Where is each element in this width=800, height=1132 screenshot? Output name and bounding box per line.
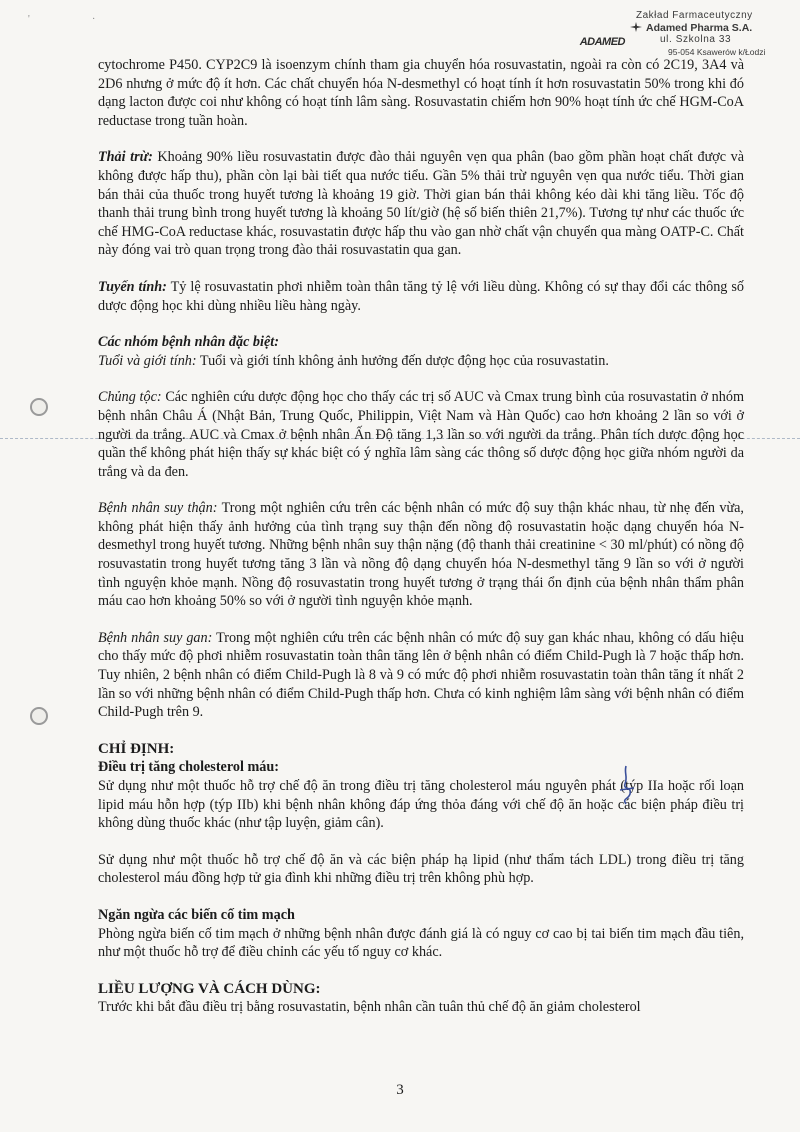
elimination-paragraph <box>98 148 744 260</box>
brand-logo-text: ADAMED <box>579 36 625 48</box>
indications-heading: CHỈ ĐỊNH: <box>98 740 175 757</box>
adamed-logo-icon <box>630 22 642 32</box>
race-paragraph <box>98 388 744 481</box>
linearity-text: Tỷ lệ rosuvastatin phơi nhiễm toàn thân tăng tỷ lệ với liều dùng. Không có sự thay đổi các thông số dược động học khi dùng nhiều liều hàng ngày. <box>98 278 744 314</box>
elimination-label: Thải trừ: <box>98 149 153 166</box>
hepatic-paragraph <box>98 629 744 722</box>
scan-mark: ' <box>28 14 30 25</box>
punch-hole <box>30 398 48 416</box>
special-populations-heading: Các nhóm bệnh nhân đặc biệt: <box>98 334 279 351</box>
stamp-line-3: ul. Szkolna 33 <box>660 34 732 45</box>
page-number: 3 <box>396 1082 404 1098</box>
renal-label: Bệnh nhân suy thận: <box>98 500 218 517</box>
renal-text: Trong một nghiên cứu trên các bệnh nhân có mức độ suy thận khác nhau, từ nhẹ đến vừa, không phát hiện thấy ảnh hưởng của tình trạng suy thận đến nồng độ rosuvastatin hoặc dạng chuyển hóa N-desmethyl trong huyết tương. Những bệnh nhân suy thận nặng (độ thanh thải creatinine < 30 ml/phút) có nồng độ rosuvastatin trong huyết tương tăng 3 lần và nồng độ dạng chuyển hóa N-desmethyl tăng 9 lần so với ở người tình nguyện khỏe mạnh. Nồng độ rosuvastatin trong huyết tương ở trạng thái ổn định của bệnh nhân thẩm phân máu cao hơn khoảng 50% so với ở người tình nguyện khỏe mạnh. <box>98 500 744 610</box>
age-text: Tuổi và giới tính không ảnh hưởng đến dược động học của rosuvastatin. <box>196 352 609 369</box>
race-label: Chủng tộc: <box>98 389 162 406</box>
hepatic-text: Trong một nghiên cứu trên các bệnh nhân có mức độ suy gan khác nhau, không có dấu hiệu cho thấy mức độ phơi nhiễm rosuvastatin toàn thân tăng lên ở bệnh nhân có điểm Child-Pugh là 7 hoặc thấp hơn. Tuy nhiên, 2 bệnh nhân có điểm Child-Pugh là 8 và 9 có mức độ phơi nhiễm rosuvastatin toàn thân tăng ít nhất 2 lần so với những bệnh nhân có điểm Child-Pugh thấp hơn. Chưa có kinh nghiệm lâm sàng với bệnh nhân có điểm Child-Pugh trên 9. <box>98 629 744 721</box>
renal-paragraph <box>98 499 744 611</box>
age-label: Tuổi và giới tính: <box>98 352 197 369</box>
linearity-paragraph <box>98 278 744 315</box>
linearity-label: Tuyến tính: <box>98 278 167 295</box>
document-body <box>98 56 744 1017</box>
stamp-company-name: Adamed Pharma S.A. <box>646 22 753 34</box>
hepatic-label: Bệnh nhân suy gan: <box>98 629 213 646</box>
dosage-heading: LIỀU LƯỢNG VÀ CÁCH DÙNG: <box>98 980 321 997</box>
age-paragraph <box>98 352 744 371</box>
punch-hole <box>30 707 48 725</box>
elimination-text: Khoảng 90% liều rosuvastatin được đào thải nguyên vẹn qua phân (bao gồm phần hoạt chất được và không được hấp thu), phần còn lại bài tiết qua nước tiểu. Gần 5% thải trừ nguyên vẹn qua nước tiểu. Thời gian bán thải của thuốc trong huyết tương là khoảng 19 giờ. Thời gian bán thải không kéo dài khi tăng liều. Tốc độ thanh thải trung bình trong huyết tương là khoảng 50 lít/giờ (hệ số biến thiên 21,7%). Tương tự như các thuốc ức chế HMG-CoA reductase khác, rosuvastatin được hấp thu vào gan nhờ chất vận chuyển qua màng OATP-C. Chất này đóng vai trò quan trọng trong đào thải rosuvastatin qua gan. <box>98 149 744 259</box>
indication-paragraph-1: Sử dụng như một thuốc hỗ trợ chế độ ăn trong điều trị tăng cholesterol máu nguyên phát (týp IIa hoặc rối loạn lipid máu hỗn hợp (týp IIb) khi bệnh nhân không đáp ứng thỏa đáng với chế độ ăn hoặc các biện pháp điều trị không dùng thuốc khác (như tập luyện, giảm cân). <box>98 778 744 832</box>
cardiovascular-subheading: Ngăn ngừa các biến cố tim mạch <box>98 906 295 923</box>
intro-paragraph: cytochrome P450. CYP2C9 là isoenzym chính tham gia chuyển hóa rosuvastatin, ngoài ra còn có 2C19, 3A4 và 2D6 nhưng ở mức độ ít hơn. Các chất chuyển hóa N-desmethyl có hoạt tính ít hơn rosuvastatin 50% trong khi đó dạng lacton được coi như không có hoạt tính lâm sàng. Rosuvastatin chiếm hơn 90% hoạt tính ức chế HGM-CoA reductase trong tuần hoàn. <box>98 57 744 129</box>
indication-paragraph-3: Phòng ngừa biến cố tim mạch ở những bệnh nhân được đánh giá là có nguy cơ cao bị tai biến tim mạch đầu tiên, như một thuốc hỗ trợ để điều chỉnh các yếu tố nguy cơ khác. <box>98 925 744 961</box>
scan-mark: · <box>92 14 96 25</box>
stamp-line-4: 95-054 Ksawerów k/Łodzi <box>668 47 766 57</box>
dosage-paragraph-1: Trước khi bắt đầu điều trị bằng rosuvastatin, bệnh nhân cần tuân thủ chế độ ăn giảm cholesterol <box>98 999 641 1016</box>
indication-paragraph-2: Sử dụng như một thuốc hỗ trợ chế độ ăn và các biện pháp hạ lipid (như thẩm tách LDL) trong điều trị tăng cholesterol máu đồng hợp tử gia đình khi những điều trị trên không phù hợp. <box>98 851 744 887</box>
stamp-line-1: Zakład Farmaceutyczny <box>636 10 753 21</box>
initials-signature <box>614 764 642 808</box>
stamp-line-2 <box>630 22 760 34</box>
race-text: Các nghiên cứu dược động học cho thấy các trị số AUC và Cmax trung bình của rosuvastatin ở nhóm bệnh nhân Châu Á (Nhật Bản, Trung Quốc, Philippin, Việt Nam và Hàn Quốc) cao hơn khoảng 2 lần so với ở người da trắng. AUC và Cmax ở bệnh nhân Ấn Độ tăng 1,3 lần so với người da trắng. Phân tích dược động học quần thể không phát hiện thấy sự khác biệt có ý nghĩa lâm sàng các thông số dược động học giữa nhóm người da trắng và da đen. <box>98 389 744 480</box>
hypercholesterolemia-subheading: Điều trị tăng cholesterol máu: <box>98 759 279 776</box>
company-stamp <box>630 10 766 58</box>
